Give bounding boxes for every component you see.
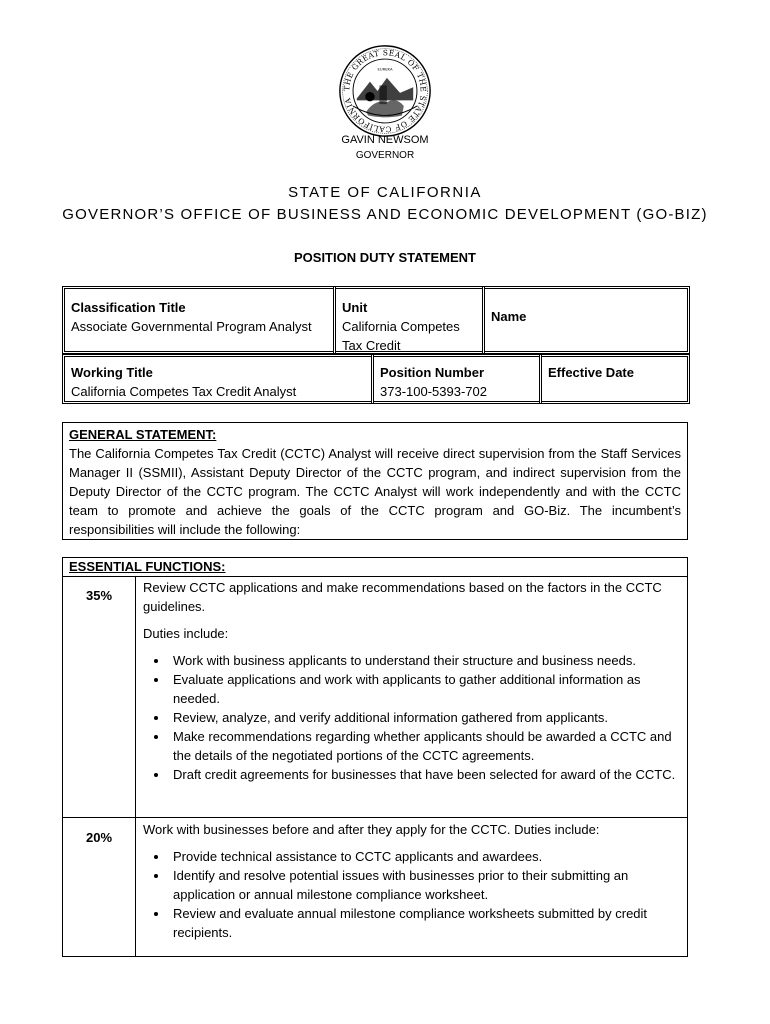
- function-percent: 35%: [85, 588, 113, 603]
- general-statement-heading: GENERAL STATEMENT:: [69, 427, 217, 442]
- function-percent: 20%: [85, 830, 113, 845]
- working-title-cell: [62, 354, 374, 404]
- effective-date-cell: [539, 354, 690, 404]
- essential-functions-table: [62, 557, 688, 957]
- function-block: [143, 578, 683, 784]
- general-statement: [62, 422, 688, 540]
- list-item: • Make recommendations regarding whether applicants should be awarded a CCTC and the details of the negotiated portions of the CCTC agreements.: [169, 727, 683, 765]
- unit-value: California Competes Tax Credit: [342, 319, 460, 353]
- essential-functions-heading: ESSENTIAL FUNCTIONS:: [63, 558, 687, 577]
- list-item: • Work with business applicants to understand their structure and business needs.: [169, 651, 683, 670]
- list-item: • Evaluate applications and work with applicants to gather additional information as needed.: [169, 670, 683, 708]
- governor-title: GOVERNOR: [355, 150, 415, 161]
- function-block: [143, 820, 683, 942]
- list-item: • Identify and resolve potential issues with businesses prior to their submitting an application or annual milestone compliance worksheet.: [169, 866, 683, 904]
- position-number-label: Position Number: [380, 365, 485, 380]
- working-title-value: California Competes Tax Credit Analyst: [71, 384, 297, 399]
- function-summary: Review CCTC applications and make recommendations based on the factors in the CCTC guidelines.: [143, 580, 662, 614]
- list-item: • Review and evaluate annual milestone compliance worksheets submitted by credit recipients.: [169, 904, 683, 942]
- seal-text: THE GREAT SEAL OF THE STATE OF CALIFORNIA: [342, 48, 428, 134]
- unit-label: Unit: [342, 300, 368, 315]
- function-duties-list: [143, 651, 683, 784]
- list-item: • Provide technical assistance to CCTC applicants and awardees.: [169, 847, 683, 866]
- list-item: • Review, analyze, and verify additional information gathered from applicants.: [169, 708, 683, 727]
- seal-motto: EUREKA: [377, 67, 393, 72]
- governor-name: GAVIN NEWSOM: [341, 134, 429, 146]
- function-duties-list: [143, 847, 683, 942]
- california-state-seal: [338, 44, 432, 138]
- name-cell: [482, 286, 690, 354]
- classification-label: Classification Title: [71, 300, 186, 315]
- position-number-value: 373-100-5393-702: [380, 384, 487, 399]
- function-summary: Work with businesses before and after they apply for the CCTC. Duties include:: [143, 822, 600, 837]
- list-item: • Draft credit agreements for businesses that have been selected for award of the CCTC.: [169, 765, 683, 784]
- working-title-label: Working Title: [71, 365, 153, 380]
- state-name: STATE OF CALIFORNIA: [288, 184, 482, 201]
- classification-cell: [62, 286, 336, 354]
- agency-name: GOVERNOR’S OFFICE OF BUSINESS AND ECONOMIC DEVELOPMENT (GO-BIZ): [62, 206, 708, 223]
- name-label: Name: [491, 309, 527, 324]
- function-duties-intro: Duties include:: [143, 626, 229, 641]
- general-statement-text: The California Competes Tax Credit (CCTC) Analyst will receive direct supervision from the Staff Services Manager II (SSMII), Assistant Deputy Director of the CCTC program, and indirect supervision from the Deputy Director of the CCTC program. The CCTC Analyst will work independently and with the CCTC team to promote and achieve the goals of the CCTC program and GO-Biz. The incumbent’s responsibilities will include the following:: [69, 446, 681, 537]
- position-number-cell: [371, 354, 542, 404]
- unit-cell: [333, 286, 485, 354]
- document-title: POSITION DUTY STATEMENT: [293, 250, 476, 265]
- effective-date-label: Effective Date: [548, 365, 634, 380]
- classification-value: Associate Governmental Program Analyst: [71, 319, 312, 334]
